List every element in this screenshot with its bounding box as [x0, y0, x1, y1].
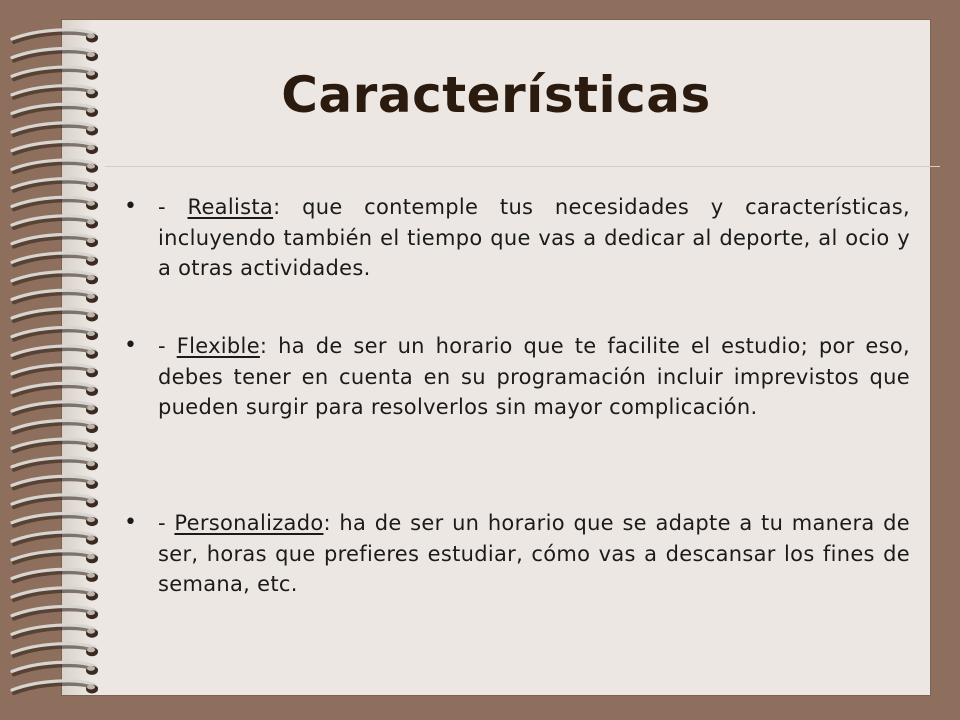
item-term: Personalizado — [174, 511, 324, 535]
binding-ring — [12, 141, 98, 154]
binding-ring — [12, 197, 98, 210]
binding-ring — [12, 681, 98, 694]
binding-ring — [12, 216, 98, 229]
binding-ring — [12, 551, 98, 564]
binding-ring — [12, 458, 98, 471]
binding-ring — [12, 234, 98, 247]
binding-ring — [12, 365, 98, 378]
item-text: : que contemple tus necesidades y características, incluyendo también el tiempo que vas a dedicar al deporte, al ocio y a otras actividades. — [158, 195, 910, 280]
item-term: Realista — [187, 195, 274, 219]
binding-ring — [12, 513, 98, 526]
binding-ring — [12, 402, 98, 415]
binding-ring — [12, 476, 98, 489]
binding-ring — [12, 532, 98, 545]
binding-ring — [12, 346, 98, 359]
binding-ring — [12, 123, 98, 136]
list-item-personalizado — [124, 508, 910, 600]
list-item-realista — [124, 192, 910, 284]
binding-ring — [12, 439, 98, 452]
binding-ring — [12, 606, 98, 619]
item-text: : ha de ser un horario que te facilite el estudio; por eso, debes tener en cuenta en su programación incluir imprevistos que pueden surgir para resolverlos sin mayor complicación. — [158, 334, 910, 419]
bullet-icon: • — [124, 333, 138, 358]
binding-ring — [12, 569, 98, 582]
binding-ring — [12, 625, 98, 638]
binding-ring — [12, 662, 98, 675]
binding-ring — [12, 179, 98, 192]
item-dash: - — [158, 195, 188, 219]
binding-ring — [12, 327, 98, 340]
binding-ring — [12, 160, 98, 173]
binding-ring — [12, 30, 98, 43]
item-term: Flexible — [176, 334, 260, 358]
list-item-flexible — [124, 331, 910, 423]
bullet-icon: • — [124, 510, 138, 535]
binding-ring — [12, 495, 98, 508]
binding-ring — [12, 48, 98, 61]
binding-ring — [12, 644, 98, 657]
binding-ring — [12, 253, 98, 266]
bullet-icon: • — [124, 194, 138, 219]
binding-ring — [12, 290, 98, 303]
binding-ring — [12, 420, 98, 433]
item-dash: - — [158, 334, 177, 358]
slide-title: Características — [281, 66, 711, 124]
title-divider — [105, 166, 940, 167]
binding-ring — [12, 309, 98, 322]
binding-ring — [12, 383, 98, 396]
binding-ring — [12, 588, 98, 601]
binding-ring — [12, 272, 98, 285]
item-text: : ha de ser un horario que se adapte a tu manera de ser, horas que prefieres estudiar, cómo vas a descansar los fines de semana, etc. — [158, 511, 910, 596]
item-dash: - — [158, 511, 175, 535]
